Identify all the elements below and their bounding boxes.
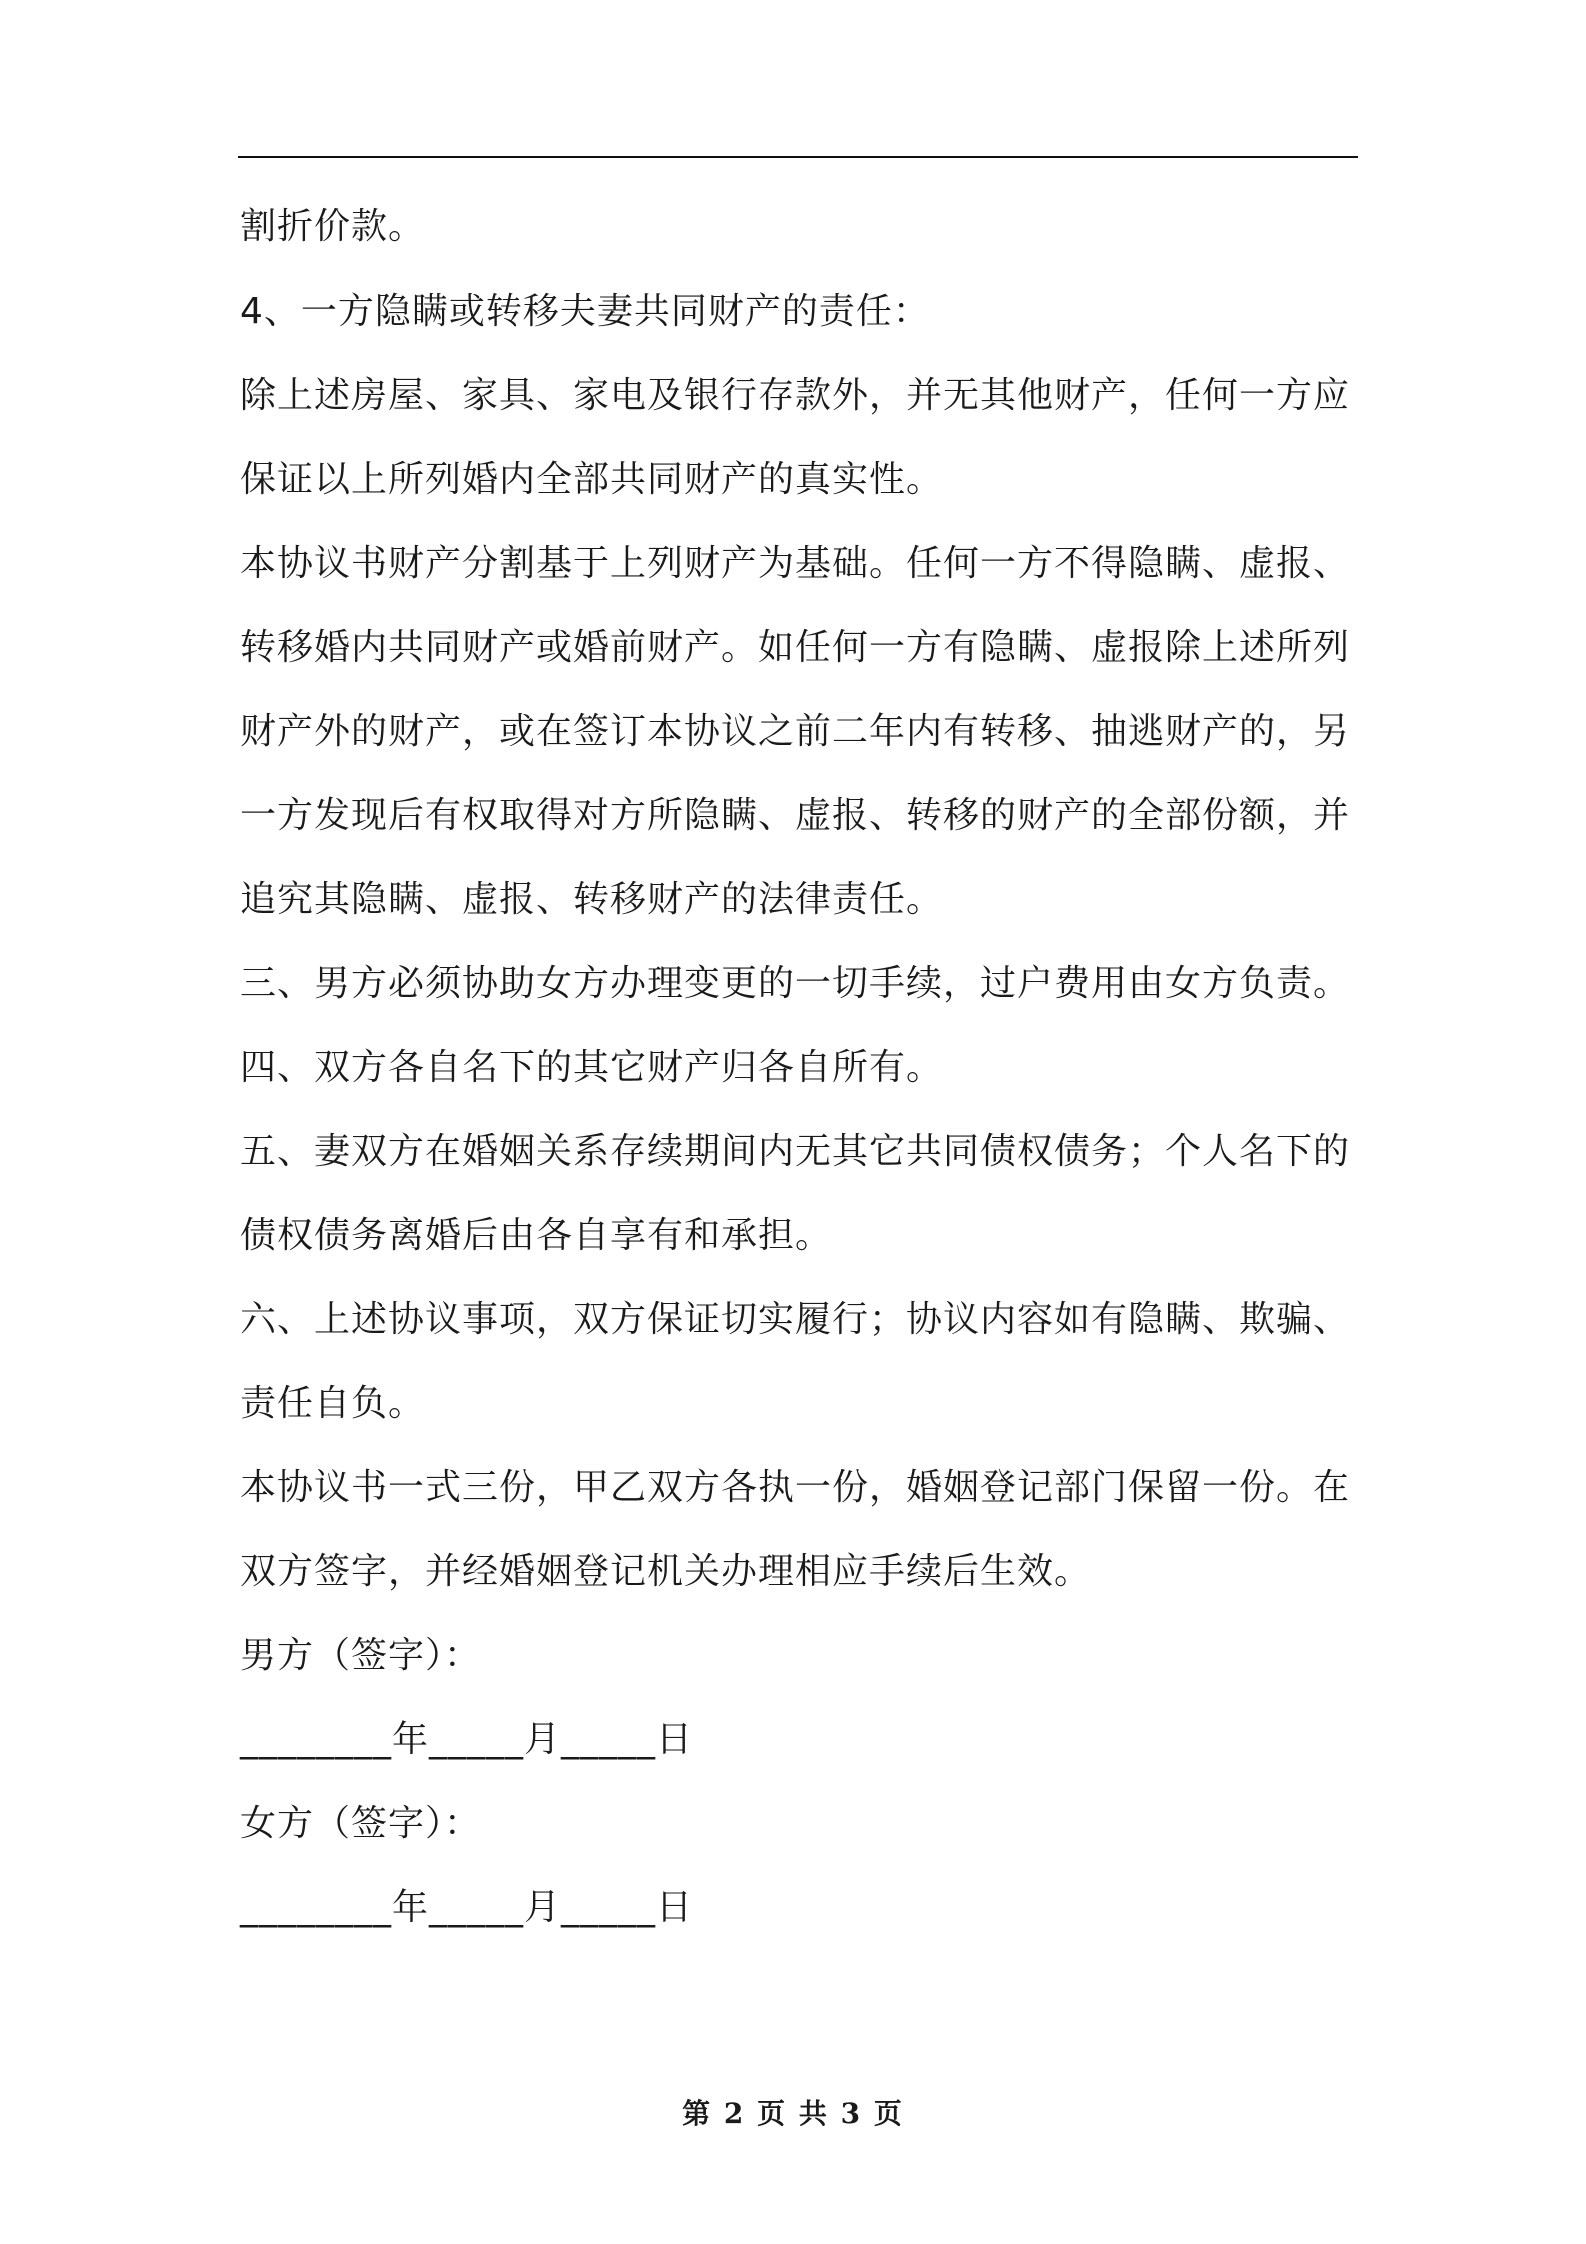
body-line: 除上述房屋、家具、家电及银行存款外，并无其他财产，任何一方应 [240, 375, 1351, 416]
body-line: 债权债务离婚后由各自享有和承担。 [240, 1215, 833, 1256]
body-line: 四、双方各自名下的其它财产归各自所有。 [240, 1047, 944, 1088]
header-rule [238, 156, 1358, 158]
date-line-male: ________年_____月_____日 [240, 1719, 693, 1760]
body-line: 一方发现后有权取得对方所隐瞒、虚报、转移的财产的全部份额，并 [240, 795, 1351, 836]
body-line: 三、男方必须协助女方办理变更的一切手续，过户费用由女方负责。 [240, 963, 1351, 1004]
body-line: 本协议书一式三份，甲乙双方各执一份，婚姻登记部门保留一份。在 [240, 1467, 1351, 1508]
body-line: 五、妻双方在婚姻关系存续期间内无其它共同债权债务；个人名下的 [240, 1131, 1351, 1172]
body-line: 割折价款。 [240, 206, 426, 247]
body-line: 责任自负。 [240, 1383, 426, 1424]
body-line: 转移婚内共同财产或婚前财产。如任何一方有隐瞒、虚报除上述所列 [240, 627, 1351, 668]
body-line: 六、上述协议事项，双方保证切实履行；协议内容如有隐瞒、欺骗、 [240, 1299, 1351, 1340]
date-line-female: ________年_____月_____日 [240, 1887, 693, 1928]
page-number-footer: 第 2 页 共 3 页 [682, 2097, 904, 2130]
body-line: 财产外的财产，或在签订本协议之前二年内有转移、抽逃财产的，另 [240, 711, 1351, 752]
signature-label-female: 女方（签字）： [240, 1803, 482, 1844]
body-line: 4、一方隐瞒或转移夫妻共同财产的责任： [240, 291, 930, 332]
body-line: 保证以上所列婚内全部共同财产的真实性。 [240, 459, 944, 500]
signature-label-male: 男方（签字）： [240, 1635, 482, 1676]
body-line: 本协议书财产分割基于上列财产为基础。任何一方不得隐瞒、虚报、 [240, 543, 1351, 584]
body-line: 双方签字，并经婚姻登记机关办理相应手续后生效。 [240, 1551, 1092, 1592]
body-line: 追究其隐瞒、虚报、转移财产的法律责任。 [240, 879, 944, 920]
